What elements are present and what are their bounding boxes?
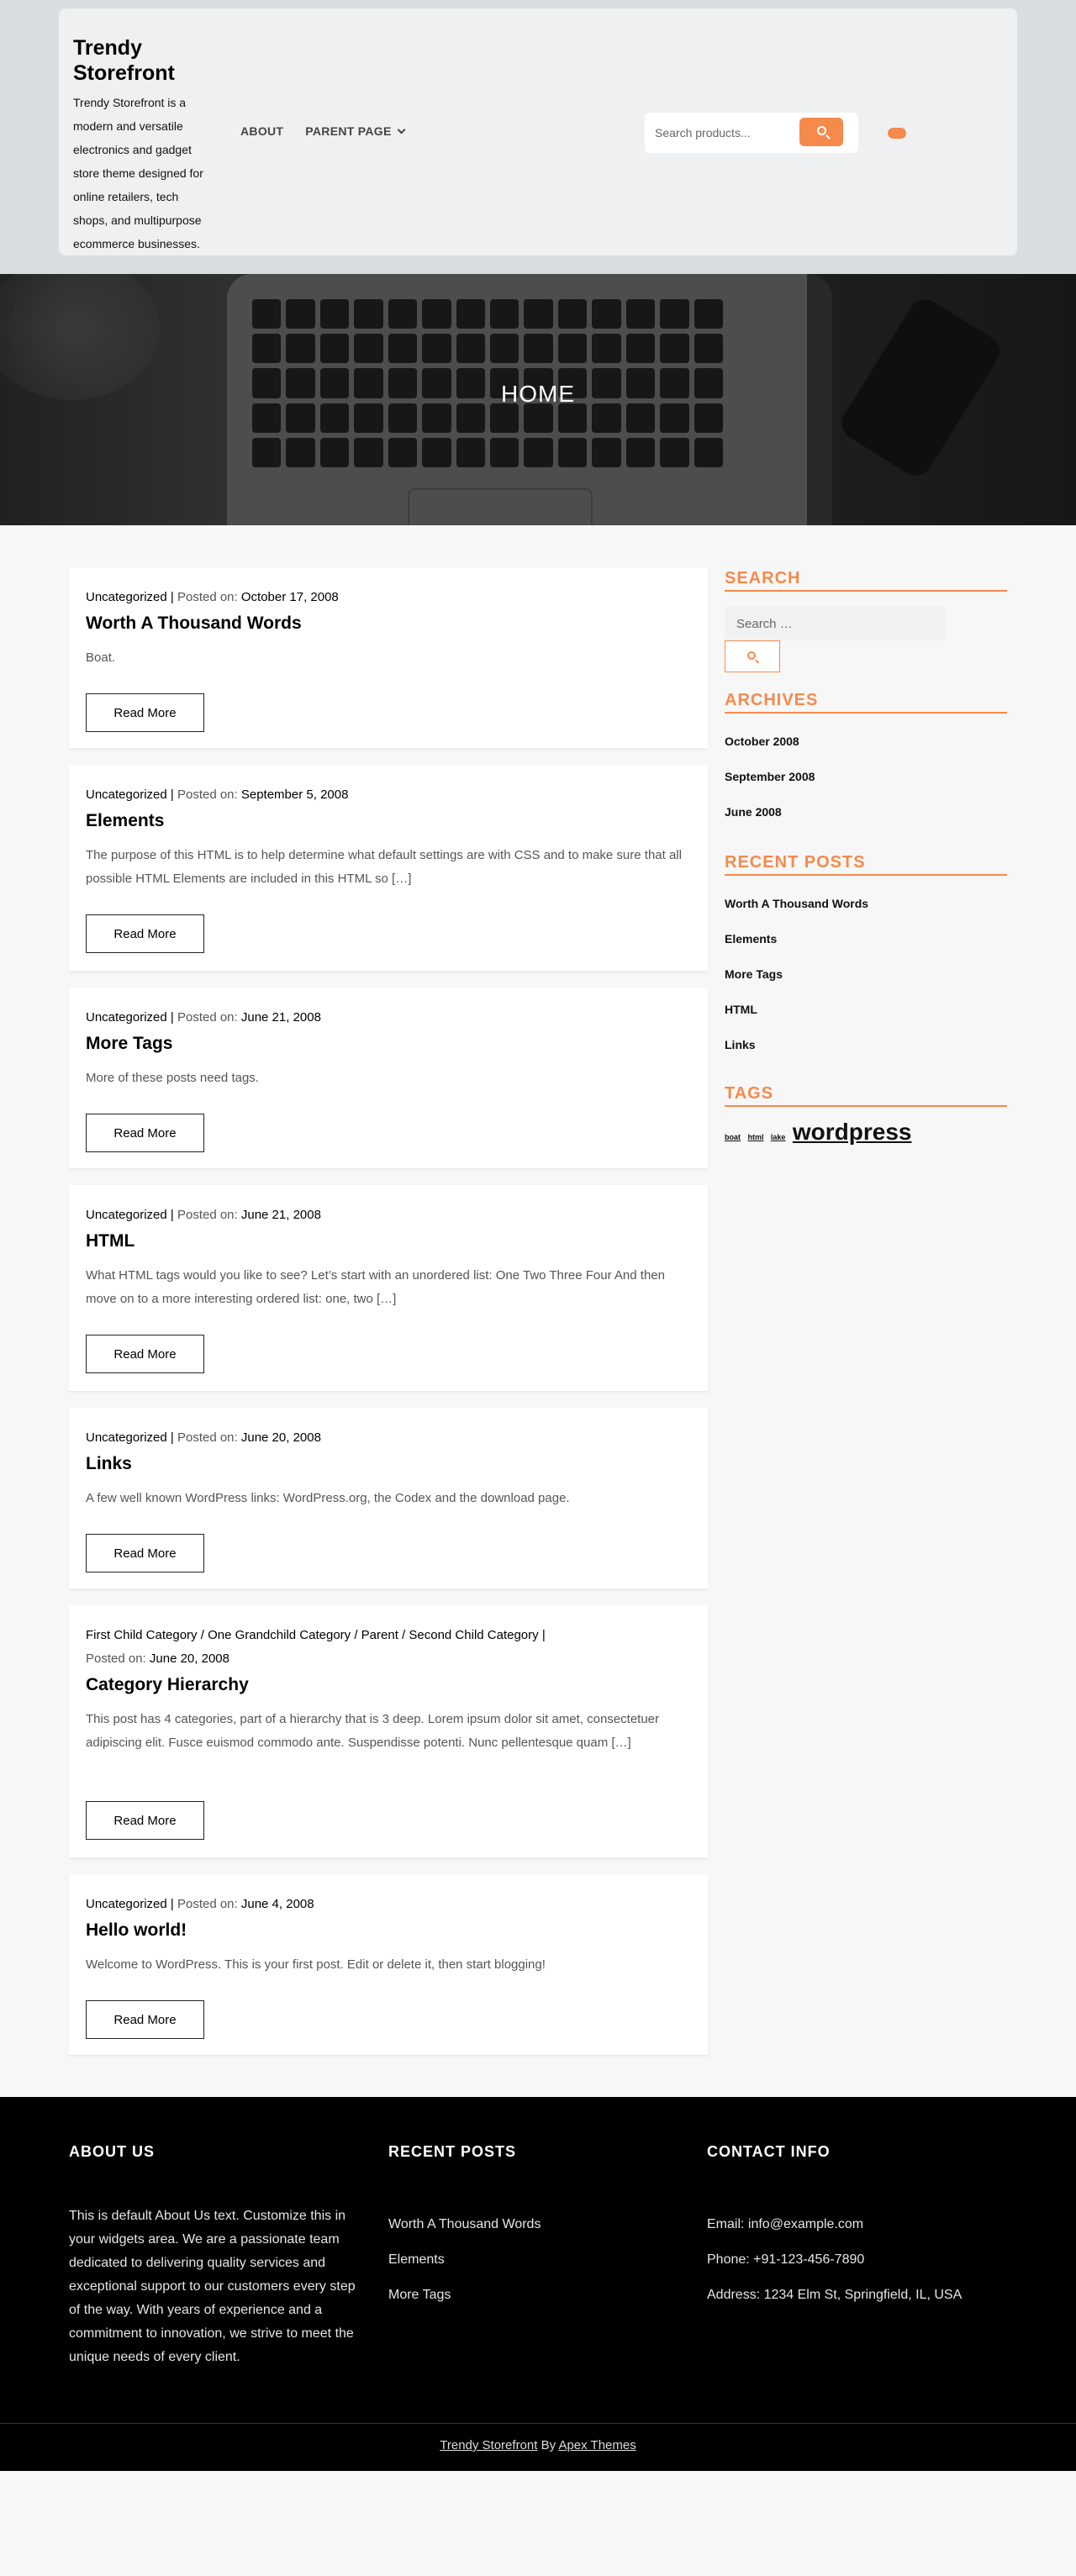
- archives-list: [725, 724, 1007, 830]
- post-title[interactable]: Category Hierarchy: [86, 1675, 249, 1694]
- post-date[interactable]: June 20, 2008: [240, 1430, 321, 1445]
- site-title[interactable]: Trendy Storefront: [73, 36, 175, 85]
- footer-recent-link[interactable]: More Tags: [388, 2288, 451, 2302]
- post-card: [69, 1185, 708, 1391]
- post-card: [69, 567, 708, 748]
- post-title[interactable]: Hello world!: [86, 1920, 187, 1940]
- hero-banner: [0, 274, 1076, 525]
- tag-link[interactable]: lake: [770, 1133, 786, 1141]
- sidebar-search-button[interactable]: [725, 640, 780, 672]
- sidebar-search-input[interactable]: [725, 607, 945, 640]
- site-branding: [73, 35, 216, 255]
- post-date[interactable]: June 20, 2008: [149, 1651, 229, 1666]
- tag-link[interactable]: wordpress: [792, 1119, 912, 1145]
- post-excerpt: What HTML tags would you like to see? Let’s start with an unordered list: One Two Three Four And then move on to a more interesting ordered list: one, two […]: [86, 1268, 665, 1306]
- post-date[interactable]: June 21, 2008: [240, 1010, 321, 1025]
- tag-link[interactable]: html: [747, 1133, 764, 1141]
- post-meta: Uncategorized | Posted on: June 21, 2008: [86, 1010, 321, 1025]
- read-more-button[interactable]: Read More: [86, 1114, 204, 1152]
- post-card: [69, 1408, 708, 1588]
- post-excerpt: This post has 4 categories, part of a hierarchy that is 3 deep. Lorem ipsum dolor sit amet, consectetuer adipiscing elit. Fusce euismod commodo ante. Suspendisse potenti. Nunc pellentesque quam […]: [86, 1712, 660, 1750]
- post-category-link[interactable]: Uncategorized: [86, 788, 167, 802]
- product-search-button[interactable]: [799, 118, 843, 146]
- search-icon: [747, 651, 756, 660]
- post-meta: Uncategorized | Posted on: October 17, 2008: [86, 590, 339, 604]
- post-meta: Uncategorized | Posted on: June 21, 2008: [86, 1208, 321, 1222]
- post-category-link[interactable]: Uncategorized: [86, 590, 167, 604]
- post-title[interactable]: More Tags: [86, 1034, 173, 1053]
- archive-link[interactable]: October 2008: [725, 735, 799, 748]
- post-date[interactable]: September 5, 2008: [240, 788, 349, 802]
- post-title[interactable]: Worth A Thousand Words: [86, 614, 302, 633]
- footer-recent-title: RECENT POSTS: [388, 2143, 517, 2160]
- footer-about-title: ABOUT US: [69, 2143, 155, 2160]
- footer-credit: [0, 2433, 1076, 2458]
- post-date[interactable]: June 21, 2008: [240, 1208, 321, 1222]
- footer-divider: [0, 2423, 1076, 2424]
- post-date[interactable]: October 17, 2008: [240, 590, 339, 604]
- post-excerpt: More of these posts need tags.: [86, 1071, 259, 1085]
- recent-post-link[interactable]: HTML: [725, 1003, 757, 1016]
- nav-item-label: PARENT PAGE: [305, 124, 392, 138]
- post-meta: Uncategorized | Posted on: June 4, 2008: [86, 1897, 314, 1911]
- tag-link[interactable]: boat: [725, 1133, 741, 1141]
- post-title[interactable]: HTML: [86, 1231, 135, 1251]
- contact-address: Address: 1234 Elm St, Springfield, IL, USA: [707, 2288, 963, 2302]
- credit-author-link[interactable]: Apex Themes: [558, 2438, 636, 2452]
- posted-on-label: Posted on:: [177, 1897, 238, 1911]
- sidebar: [725, 567, 1007, 1146]
- posted-on-label: Posted on:: [177, 1208, 238, 1222]
- footer-recent-link[interactable]: Worth A Thousand Words: [388, 2217, 541, 2231]
- tag-cloud: [725, 1119, 1007, 1146]
- post-excerpt: Boat.: [86, 651, 116, 665]
- recent-post-link[interactable]: Elements: [725, 932, 778, 946]
- archive-link[interactable]: June 2008: [725, 805, 782, 819]
- post-date[interactable]: June 4, 2008: [240, 1897, 314, 1911]
- site-header: [59, 8, 1017, 255]
- post-category-link[interactable]: Second Child Category: [409, 1628, 539, 1642]
- post-category-link[interactable]: Uncategorized: [86, 1208, 167, 1222]
- post-meta: Uncategorized | Posted on: June 20, 2008: [86, 1430, 321, 1445]
- toggle-pill[interactable]: [888, 128, 906, 139]
- read-more-button[interactable]: Read More: [86, 1335, 204, 1373]
- footer-about-text: This is default About Us text. Customize this in your widgets area. We are a passionate team dedicated to delivering quality services and exceptional support to our customers every step of the way. With years of experience and a commitment to innovation, we strive to meet the unique needs of every client.: [69, 2209, 356, 2364]
- read-more-button[interactable]: Read More: [86, 2000, 204, 2039]
- nav-item-label: ABOUT: [240, 124, 284, 138]
- hero-title: HOME: [501, 381, 575, 407]
- read-more-button[interactable]: Read More: [86, 914, 204, 953]
- post-excerpt: The purpose of this HTML is to help determine what default settings are with CSS and to make sure that all possible HTML Elements are included in this HTML so […]: [86, 848, 682, 886]
- post-card: [69, 988, 708, 1168]
- search-icon: [817, 126, 826, 135]
- post-category-link[interactable]: Parent: [361, 1628, 398, 1642]
- credit-site-link[interactable]: Trendy Storefront: [440, 2438, 538, 2452]
- post-title[interactable]: Links: [86, 1454, 132, 1473]
- read-more-button[interactable]: Read More: [86, 693, 204, 732]
- post-card: [69, 765, 708, 971]
- recent-post-link[interactable]: More Tags: [725, 967, 783, 981]
- archive-link[interactable]: September 2008: [725, 770, 815, 783]
- widget-title-search: SEARCH: [725, 567, 1007, 592]
- credit-by: By: [541, 2438, 556, 2452]
- footer-recent-list: [388, 2213, 541, 2319]
- read-more-button[interactable]: Read More: [86, 1801, 204, 1840]
- site-footer: [0, 2097, 1076, 2471]
- recent-post-link[interactable]: Worth A Thousand Words: [725, 897, 869, 910]
- post-meta: Uncategorized | Posted on: September 5, 2008: [86, 788, 349, 802]
- contact-phone: Phone: +91-123-456-7890: [707, 2252, 865, 2267]
- posted-on-label: Posted on:: [177, 788, 238, 802]
- product-search-input[interactable]: [655, 124, 789, 141]
- post-category-link[interactable]: Uncategorized: [86, 1897, 167, 1911]
- read-more-button[interactable]: Read More: [86, 1534, 204, 1572]
- post-title[interactable]: Elements: [86, 811, 165, 830]
- recent-posts-list: [725, 886, 1007, 1062]
- footer-contact-list: [707, 2213, 962, 2319]
- site-description: Trendy Storefront is a modern and versatile electronics and gadget store theme designed for online retailers, tech shops, and multipurpose ecommerce businesses.: [73, 96, 203, 250]
- post-category-link[interactable]: Uncategorized: [86, 1010, 167, 1025]
- posted-on-label: Posted on:: [86, 1651, 146, 1666]
- posted-on-label: Posted on:: [177, 1010, 238, 1025]
- post-excerpt: Welcome to WordPress. This is your first post. Edit or delete it, then start blogging!: [86, 1957, 546, 1972]
- nav-item-about[interactable]: [240, 124, 283, 138]
- footer-recent-link[interactable]: Elements: [388, 2252, 445, 2267]
- header-band: [0, 0, 1076, 274]
- widget-title-archives: ARCHIVES: [725, 689, 1007, 714]
- posted-on-label: Posted on:: [177, 590, 238, 604]
- widget-title-recent-posts: RECENT POSTS: [725, 851, 1007, 876]
- post-excerpt: A few well known WordPress links: WordPress.org, the Codex and the download page.: [86, 1491, 570, 1505]
- posted-on-label: Posted on:: [177, 1430, 238, 1445]
- product-search-form: [645, 113, 858, 153]
- recent-post-link[interactable]: Links: [725, 1038, 756, 1051]
- post-meta: First Child Category / One Grandchild Category / Parent / Second Child Category | Posted on: June 20, 2008: [86, 1628, 546, 1666]
- contact-email: Email: info@example.com: [707, 2217, 864, 2231]
- footer-contact-title: CONTACT INFO: [707, 2143, 831, 2160]
- post-category-link[interactable]: First Child Category: [86, 1628, 198, 1642]
- widget-title-tags: TAGS: [725, 1083, 1007, 1107]
- chevron-down-icon: [397, 125, 405, 134]
- post-card: [69, 1605, 708, 1857]
- post-category-link[interactable]: Uncategorized: [86, 1430, 167, 1445]
- nav-item-parent-page[interactable]: [305, 124, 404, 138]
- post-category-link[interactable]: One Grandchild Category: [208, 1628, 351, 1642]
- main-navigation: [240, 124, 404, 138]
- post-card: [69, 1874, 708, 2055]
